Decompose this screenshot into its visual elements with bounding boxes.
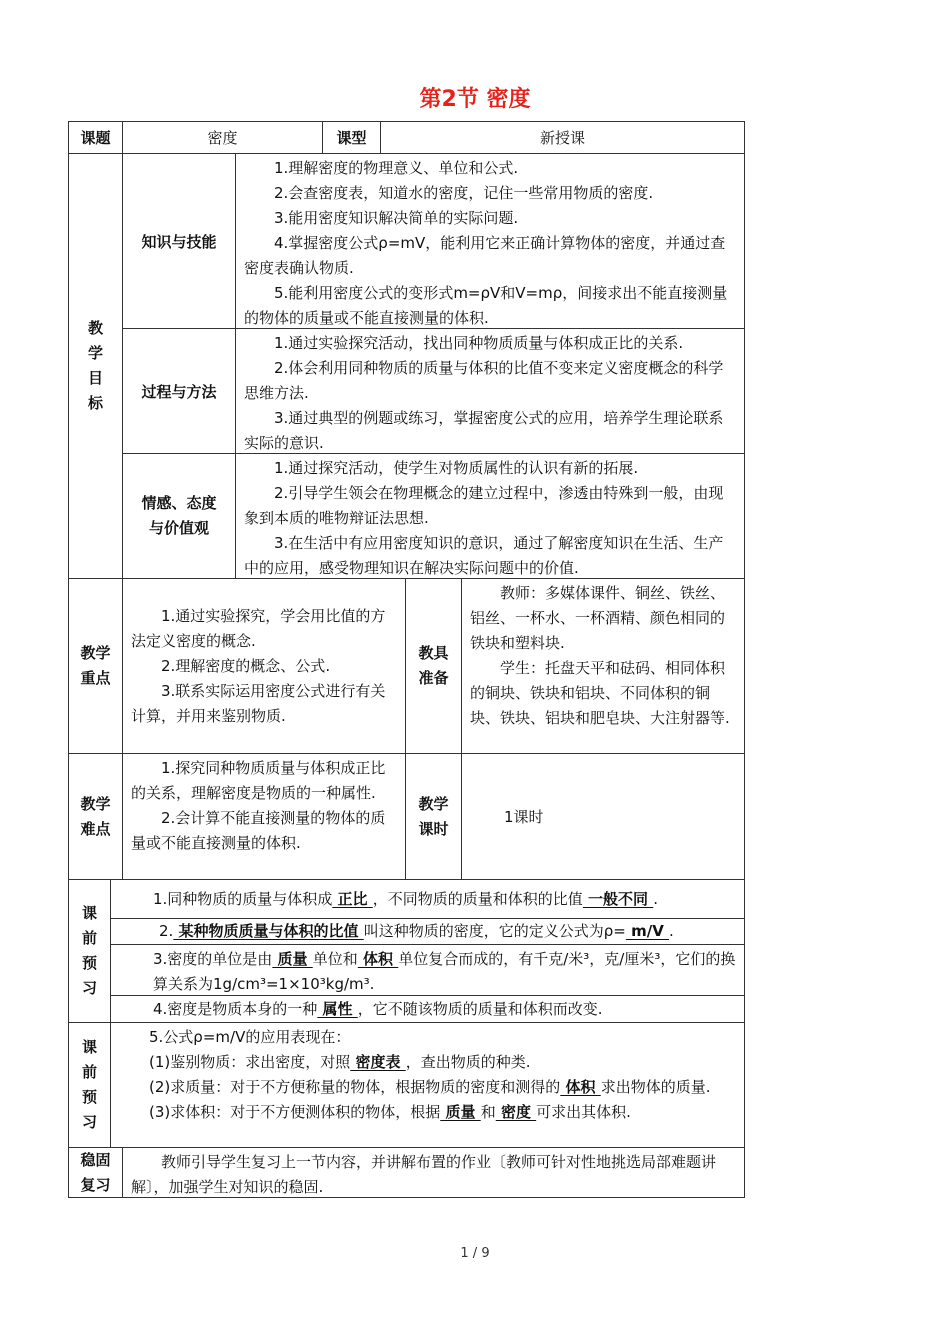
preview-row: [110, 995, 745, 1023]
review-label: 稳固复习: [68, 1147, 123, 1198]
goals-section-content: 1.通过实验探究活动，找出同种物质质量与体积成正比的关系. 2.体会利用同种物质的质量与体积的比值不变来定义密度概念的科学思维方法. 3.通过典型的例题或练习，掌握密度公式的应用，培养学生理论联系实际的意识.: [235, 328, 745, 454]
difficulty-label: 教学难点: [68, 753, 123, 880]
preview-row: [119, 1075, 736, 1100]
fill-in-answer: 体积: [357, 950, 399, 968]
text-segment: 求出物体的质量.: [600, 1078, 711, 1096]
tools-label: 教具准备: [405, 578, 462, 754]
key-points-content: 1.通过实验探究，学会用比值的方法定义密度的概念. 2.理解密度的概念、公式. 3.联系实际运用密度公式进行有关计算，并用来鉴别物质.: [122, 578, 406, 754]
goals-section-content: 1.理解密度的物理意义、单位和公式. 2.会查密度表，知道水的密度，记住一些常用物质的密度. 3.能用密度知识解决简单的实际问题. 4.掌握密度公式ρ=mV，能利用它来正确计算物体的密度，并通过查密度表确认物质. 5.能利用密度公式的变形式m=ρV和V=mρ，间接求出不能直接测量的物体的质量或不能直接测量的体积.: [235, 153, 745, 329]
page-number: 1 / 9: [460, 1246, 490, 1261]
fill-in-answer: 属性: [317, 999, 358, 1018]
fill-in-answer: 密度表: [350, 1053, 406, 1071]
fill-in-answer: 一般不同: [582, 889, 654, 908]
text-segment: (3)求体积：对于不方便测体积的物体，根据: [149, 1103, 441, 1121]
preview-row: [119, 1100, 736, 1125]
fill-in-answer: 质量: [440, 1103, 481, 1121]
text-segment: 叫这种物质的密度，它的定义公式为ρ=: [363, 922, 626, 940]
difficulty-content: 1.探究同种物质质量与体积成正比的关系，理解密度是物质的一种属性. 2.会计算不能直接测量的物体的质量或不能直接测量的体积.: [122, 753, 406, 880]
key-points-label: 教学重点: [68, 578, 123, 754]
text-segment: ，它不随该物质的质量和体积而改变.: [357, 999, 603, 1018]
preview-content: [110, 1022, 745, 1148]
text-segment: 和: [480, 1103, 496, 1121]
header-value-type: 新授课: [380, 121, 745, 154]
fill-in-answer: 某种物质质量与体积的比值: [173, 922, 364, 940]
text-segment: 2.: [159, 922, 174, 940]
text-segment: (1)鉴别物质：求出密度，对照: [149, 1053, 351, 1071]
goals-section-label: 过程与方法: [122, 328, 236, 454]
page-title: 第2节 密度: [419, 87, 531, 112]
fill-in-answer: 正比: [332, 889, 373, 908]
header-label-topic: 课题: [68, 121, 123, 154]
text-segment: 4.密度是物质本身的一种: [153, 999, 318, 1018]
goals-section-content: 1.通过探究活动，使学生对物质属性的认识有新的拓展. 2.引导学生领会在物理概念的建立过程中，渗透由特殊到一般，由现象到本质的唯物辩证法思想. 3.在生活中有应用密度知识的意识，通过了解密度知识在生活、生产中的应用，感受物理知识在解决实际问题中的价值.: [235, 453, 745, 579]
text-segment: 单位和: [312, 950, 358, 968]
review-content: 教师引导学生复习上一节内容，并讲解布置的作业〔教师可针对性地挑选局部难题讲解〕，加强学生对知识的稳固.: [122, 1147, 745, 1198]
text-segment: 5.公式ρ=m/V的应用表现在：: [149, 1028, 351, 1046]
text-segment: 1.同种物质的质量与体积成: [153, 889, 333, 908]
text-segment: 可求出其体积.: [536, 1103, 631, 1121]
goals-section-label: 情感、态度与价值观: [122, 453, 236, 579]
fill-in-answer: 体积: [560, 1078, 601, 1096]
text-segment: 单位复合而成的，有千克/米³，克/厘米³，它们的换算关系为1g/cm³=1×10³kg/m³.: [153, 950, 736, 993]
text-segment: .: [669, 922, 674, 940]
text-segment: .: [653, 889, 659, 908]
preview-row: [119, 1050, 736, 1075]
text-segment: ，查出物质的种类.: [405, 1053, 531, 1071]
text-segment: 3.密度的单位是由: [153, 950, 273, 968]
preview-label: 课前预习: [68, 879, 111, 1023]
fill-in-answer: 密度: [495, 1103, 537, 1121]
fill-in-answer: 质量: [272, 950, 313, 968]
preview-label: 课前预习: [68, 1022, 111, 1148]
tools-content: 教师：多媒体课件、铜丝、铁丝、铝丝、一杯水、一杯酒精、颜色相同的铁块和塑料块. 学生：托盘天平和砝码、相同体积的铜块、铁块和铝块、不同体积的铜块、铁块、铝块和肥皂块、大注射器等.: [461, 578, 745, 754]
hours-label: 教学课时: [405, 753, 462, 880]
fill-in-answer: m/V: [625, 922, 670, 940]
goals-label: 教学目标: [68, 153, 123, 579]
text-segment: ，不同物质的质量和体积的比值: [372, 889, 583, 908]
header-value-topic: 密度: [122, 121, 323, 154]
header-label-type: 课型: [322, 121, 381, 154]
hours-value: 1课时: [461, 753, 745, 880]
preview-row: [110, 879, 745, 919]
preview-row: [119, 1025, 736, 1050]
text-segment: (2)求质量：对于不方便称量的物体，根据物质的密度和测得的: [149, 1078, 561, 1096]
preview-row: [110, 918, 745, 945]
goals-section-label: 知识与技能: [122, 153, 236, 329]
preview-row: [110, 944, 745, 996]
